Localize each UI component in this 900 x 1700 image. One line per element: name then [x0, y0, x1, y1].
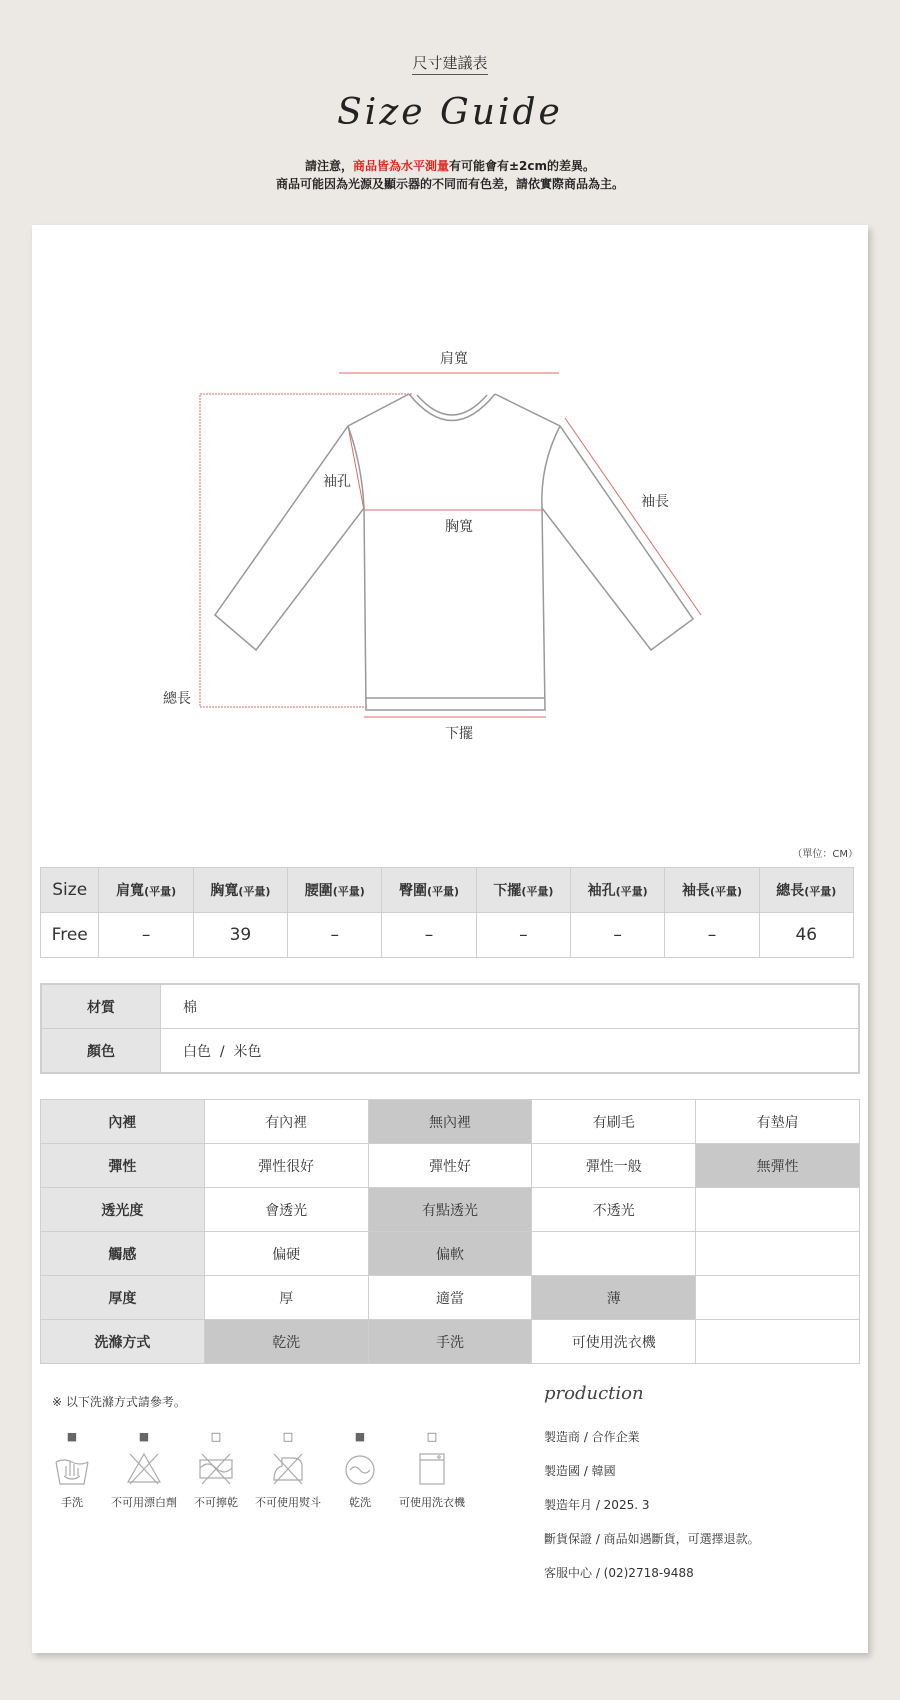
- size-cell: Free: [41, 913, 99, 958]
- armhole-line: [348, 426, 364, 510]
- care-note: ※ 以下洗滌方式請參考。: [52, 1395, 186, 1409]
- production-line: 製造國 / 韓國: [544, 1464, 616, 1478]
- attribute-option: 有內裡: [204, 1100, 368, 1144]
- attribute-option: 適當: [368, 1276, 532, 1320]
- attribute-option: [696, 1188, 860, 1232]
- page-subtitle: 尺寸建議表: [0, 52, 900, 73]
- attribute-option: 無彈性: [696, 1144, 860, 1188]
- attribute-option: 可使用洗衣機: [532, 1320, 696, 1364]
- attribute-option: [696, 1232, 860, 1276]
- value-cell: –: [665, 913, 759, 958]
- armhole-label: 袖孔: [323, 474, 351, 490]
- color-note: 商品可能因為光源及顯示器的不同而有色差，請依實際商品為主。: [275, 177, 624, 191]
- hand-wash-icon: [32, 1448, 112, 1492]
- no-iron-icon: [248, 1448, 328, 1492]
- no-bleach-icon: [104, 1448, 184, 1492]
- header-cell: 袖長(平量): [665, 868, 759, 913]
- care-item: [392, 1430, 472, 1510]
- material-table: [40, 983, 860, 1074]
- header-cell: 下擺(平量): [476, 868, 570, 913]
- attribute-label: 觸感: [41, 1232, 205, 1276]
- sleeve-label: 袖長: [641, 494, 669, 510]
- attribute-option: [532, 1232, 696, 1276]
- attribute-option: 偏軟: [368, 1232, 532, 1276]
- care-label: 不可擰乾: [194, 1496, 238, 1509]
- attribute-option: 偏硬: [204, 1232, 368, 1276]
- header-cell: 肩寬(平量): [99, 868, 193, 913]
- header-cell: 總長(平量): [759, 868, 853, 913]
- shoulder-label: 肩寬: [440, 351, 468, 367]
- attribute-option: 有墊肩: [696, 1100, 860, 1144]
- care-label: 手洗: [61, 1496, 83, 1509]
- attribute-option: 無內裡: [368, 1100, 532, 1144]
- attribute-label: 透光度: [41, 1188, 205, 1232]
- value-cell: –: [288, 913, 382, 958]
- attribute-label: 厚度: [41, 1276, 205, 1320]
- value-cell: –: [571, 913, 665, 958]
- unchecked-box-icon: □: [426, 1430, 438, 1443]
- value-cell: –: [382, 913, 476, 958]
- attribute-option: 會透光: [204, 1188, 368, 1232]
- attribute-row: [41, 1144, 860, 1188]
- unit-label: （單位：CM）: [792, 849, 858, 860]
- attribute-option: 彈性很好: [204, 1144, 368, 1188]
- size-header-cell: Size: [41, 868, 99, 913]
- care-label: 不可使用熨斗: [255, 1496, 321, 1509]
- header-cell: 袖孔(平量): [571, 868, 665, 913]
- care-label: 可使用洗衣機: [399, 1496, 465, 1509]
- length-label: 總長: [163, 691, 191, 707]
- attribute-option: 彈性一般: [532, 1144, 696, 1188]
- size-table-header: [41, 868, 854, 913]
- material-value: 棉: [161, 984, 860, 1029]
- care-item: [320, 1430, 400, 1510]
- color-value: 白色 / 米色: [161, 1029, 860, 1074]
- attribute-row: [41, 1188, 860, 1232]
- header-cell: 腰圍(平量): [288, 868, 382, 913]
- care-label: 不可用漂白劑: [111, 1496, 177, 1509]
- attribute-option: 不透光: [532, 1188, 696, 1232]
- attribute-option: 乾洗: [204, 1320, 368, 1364]
- attribute-option: 有點透光: [368, 1188, 532, 1232]
- unchecked-box-icon: □: [210, 1430, 222, 1443]
- care-item: [104, 1430, 184, 1510]
- attribute-row: [41, 1100, 860, 1144]
- size-card: [32, 225, 868, 1653]
- production-line: 斷貨保證 / 商品如遇斷貨，可選擇退款。: [544, 1532, 760, 1546]
- no-wring-icon: [176, 1448, 256, 1492]
- attribute-table: [40, 1099, 860, 1364]
- checked-box-icon: ■: [354, 1430, 366, 1443]
- attribute-option: 厚: [204, 1276, 368, 1320]
- header-cell: 臀圍(平量): [382, 868, 476, 913]
- unchecked-box-icon: □: [282, 1430, 294, 1443]
- table-row: [41, 913, 854, 958]
- care-item: [176, 1430, 256, 1510]
- material-row: [41, 984, 859, 1029]
- hem-label: 下擺: [445, 726, 473, 742]
- garment-diagram: [32, 225, 868, 785]
- care-item: [32, 1430, 112, 1510]
- page-title: Size Guide: [337, 92, 563, 133]
- value-cell: –: [99, 913, 193, 958]
- dry-clean-icon: [320, 1448, 400, 1492]
- size-table: [40, 867, 854, 958]
- header-cell: 胸寬(平量): [193, 868, 287, 913]
- care-item: [248, 1430, 328, 1510]
- chest-label: 胸寬: [445, 519, 473, 535]
- production-line: 製造商 / 合作企業: [544, 1430, 640, 1444]
- attribute-option: 手洗: [368, 1320, 532, 1364]
- production-line: 製造年月 / 2025. 3: [544, 1498, 650, 1512]
- material-label: 材質: [41, 984, 161, 1029]
- attribute-row: [41, 1232, 860, 1276]
- attribute-row: [41, 1276, 860, 1320]
- care-label: 乾洗: [349, 1496, 371, 1509]
- measurement-note: 請注意，商品皆為水平測量有可能會有±2cm的差異。: [304, 159, 596, 173]
- sleeve-line: [565, 418, 701, 615]
- attribute-option: 薄: [532, 1276, 696, 1320]
- sweater-outline: [215, 394, 693, 710]
- highlight-text: 商品皆為水平測量: [352, 159, 449, 173]
- attribute-option: 彈性好: [368, 1144, 532, 1188]
- checked-box-icon: ■: [66, 1430, 78, 1443]
- attribute-option: [696, 1320, 860, 1364]
- attribute-label: 內裡: [41, 1100, 205, 1144]
- attribute-label: 彈性: [41, 1144, 205, 1188]
- machine-wash-icon: [392, 1448, 472, 1492]
- attribute-option: [696, 1276, 860, 1320]
- attribute-row: [41, 1320, 860, 1364]
- value-cell: –: [476, 913, 570, 958]
- production-title: production: [544, 1383, 644, 1404]
- value-cell: 39: [193, 913, 287, 958]
- production-line: 客服中心 / (02)2718-9488: [544, 1566, 694, 1580]
- attribute-label: 洗滌方式: [41, 1320, 205, 1364]
- length-line: [200, 394, 412, 707]
- color-label: 顏色: [41, 1029, 161, 1074]
- checked-box-icon: ■: [138, 1430, 150, 1443]
- attribute-option: 有刷毛: [532, 1100, 696, 1144]
- color-row: [41, 1029, 859, 1074]
- value-cell: 46: [759, 913, 853, 958]
